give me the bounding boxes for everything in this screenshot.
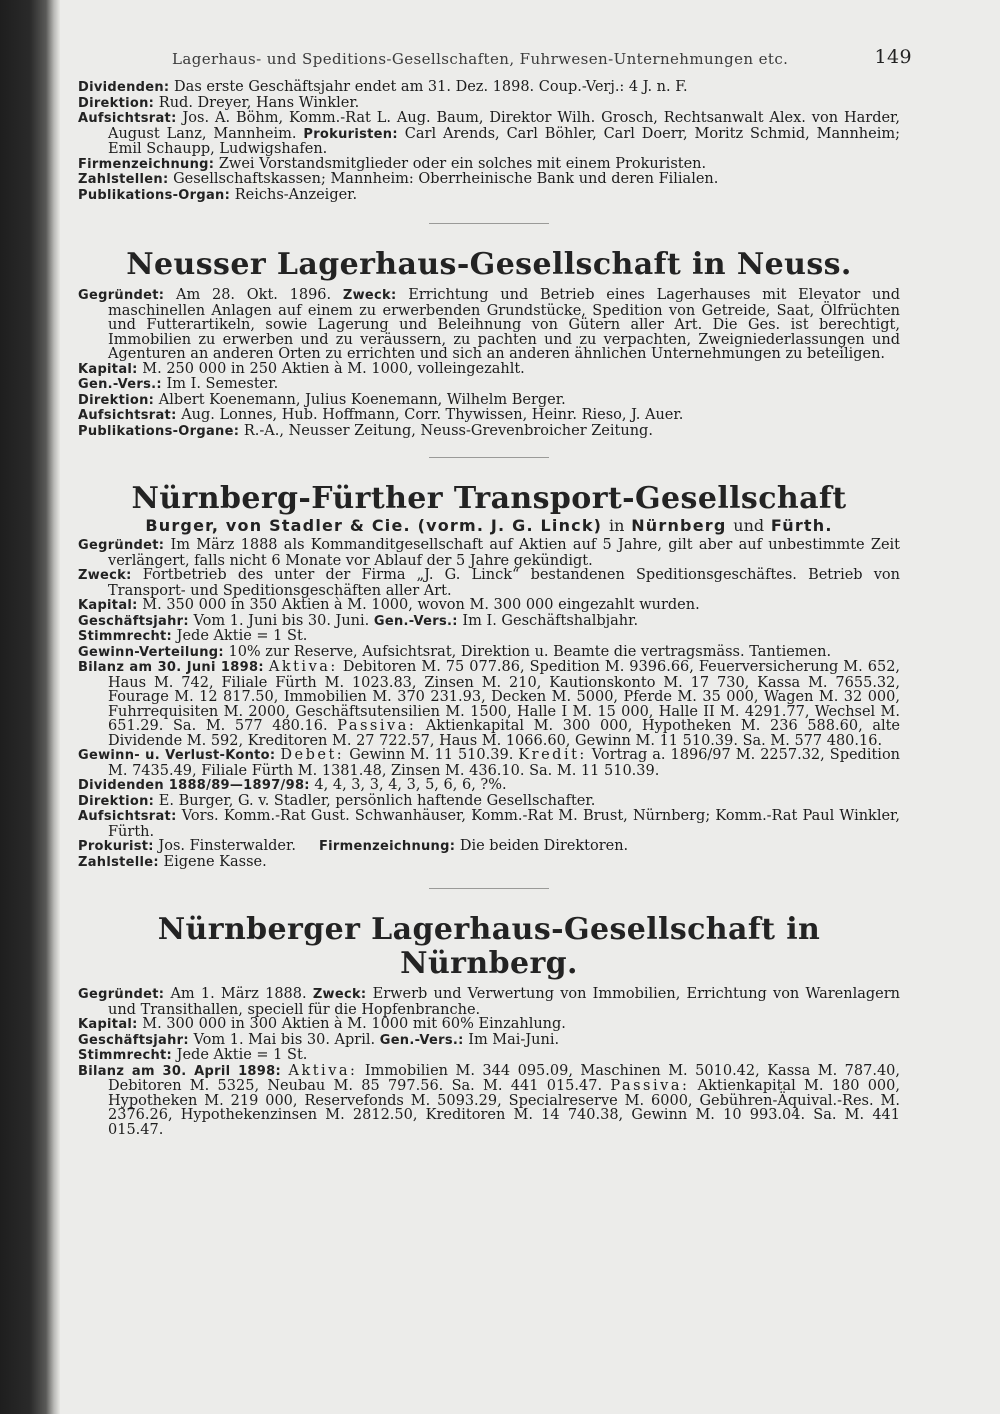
document-page xyxy=(78,46,912,1138)
section-divider xyxy=(429,223,549,224)
entry-zahlstelle: Zahlstelle: Eigene Kasse. xyxy=(78,853,267,870)
section-divider xyxy=(429,457,549,458)
entry-dividenden: Dividenden: Das erste Geschäftsjahr endet am 31. Dez. 1898. Coup.-Verj.: 4 J. n. F. xyxy=(78,79,688,95)
entry-firmenzeichnung: Firmenzeichnung: Zwei Vorstandsmitglieder oder ein solches mit einem Prokuristen. xyxy=(78,155,707,172)
entry-aufsichtsrat: Aufsichtsrat: Aug. Lonnes, Hub. Hoffmann, Corr. Thywissen, Heinr. Rieso, J. Auer. xyxy=(78,407,684,423)
section-subheading: Burger, von Stadler & Cie. (vorm. J. G. Linck) in Nürnberg und Fürth. xyxy=(145,516,833,535)
entry-dividenden: Dividenden 1888/89—1897/98: 4, 4, 3, 3, 4, 3, 5, 6, 6, ?%. xyxy=(78,777,507,793)
entry-stimmrecht: Stimmrecht: Jede Aktie = 1 St. xyxy=(78,628,308,644)
entry-kapital: Kapital: M. 350 000 in 350 Aktien à M. 1000, wovon M. 300 000 eingezahlt wurden. xyxy=(78,597,700,613)
entry-publikations-organe: Publikations-Organe: R.-A., Neusser Zeitung, Neuss-Grevenbroicher Zeitung. xyxy=(78,422,653,439)
entry-gen-vers: Gen.-Vers.: Im I. Semester. xyxy=(78,376,279,392)
entry-direktion: Direktion: Albert Koenemann, Julius Koenemann, Wilhelm Berger. xyxy=(78,391,566,408)
entry-zweck: Zweck: Fortbetrieb des unter der Firma „J. G. Linck“ bestandenen Speditionsgeschäftes. Betrieb von Transport- und Speditionsgeschäften aller Art. xyxy=(78,567,900,599)
entry-prokurist: Prokurist: Jos. Finsterwalder. Firmenzeichnung: Die beiden Direktoren. xyxy=(78,838,629,854)
entry-direktion: Direktion: Rud. Dreyer, Hans Winkler. xyxy=(78,94,360,111)
entry-zahlstellen: Zahlstellen: Gesellschaftskassen; Mannheim: Oberrheinische Bank und deren Filialen. xyxy=(78,171,719,187)
entry-gegruendet: Gegründet: Im März 1888 als Kommanditgesellschaft auf Aktien auf 5 Jahre, gilt aber auf unbestimmte Zeit verlängert, falls nicht 6 Monate vor Ablauf der 5 Jahre gekündigt. xyxy=(78,537,901,569)
section-neuss xyxy=(78,248,900,439)
entry-stimmrecht: Stimmrecht: Jede Aktie = 1 St. xyxy=(78,1047,308,1063)
section-heading-nuernberg-fuerther: Nürnberg-Fürther Transport-Gesellschaft xyxy=(131,481,847,516)
top-section xyxy=(78,80,900,203)
book-binding-shadow xyxy=(0,0,60,1414)
entry-publikations-organ: Publikations-Organ: Reichs-Anzeiger. xyxy=(78,186,358,203)
section-heading-nuernberger-lagerhaus: Nürnberger Lagerhaus-Gesellschaft in Nürnberg. xyxy=(157,912,821,981)
entry-kapital: Kapital: M. 250 000 in 250 Aktien à M. 1000, volleingezahlt. xyxy=(78,360,525,377)
running-head xyxy=(78,46,912,78)
entry-gewinn-verlust: Gewinn- u. Verlust-Konto: Debet: Gewinn M. 11 510.39. Kredit: Vortrag a. 1896/97 M. 2257.32, Spedition M. 7435.49, Filiale Fürth M. 1381.48, Zinsen M. 436.10. Sa. M. 11 510.39. xyxy=(78,747,901,779)
section-divider xyxy=(429,888,549,889)
entry-geschaeftsjahr: Geschäftsjahr: Vom 1. Juni bis 30. Juni. Gen.-Vers.: Im I. Geschäftshalbjahr. xyxy=(78,612,639,629)
entry-gegruendet: Gegründet: Am 1. März 1888. Zweck: Erwerb und Verwertung von Immobilien, Errichtung von Warenlagern und Transithallen, speciell für die Hopfenbranche. xyxy=(78,986,901,1018)
entry-bilanz: Bilanz am 30. April 1898: Aktiva: Immobilien M. 344 095.09, Maschinen M. 5010.42, Kassa M. 787.40, Debitoren M. 5325, Neubau M. 85 797.56. Sa. M. 441 015.47. Passiva: Aktienkapital M. 180 000, Hypotheken M. 219 000, Reservefonds M. 5093.29, Specialreserve M. 6000, Gebühren-Äquival.-Res. M. 2376.26, Hypothekenzinsen M. 2812.50, Kreditoren M. 14 740.38, Gewinn M. 10 993.04. Sa. M. 441 015.47. xyxy=(78,1062,901,1138)
entry-gegruendet: Gegründet: Am 28. Okt. 1896. Zweck: Errichtung und Betrieb eines Lagerhauses mit Elevator und maschinellen Anlagen auf einem zu erwerbenden Grundstücke, Spedition von Getreide, Saat, Ölfrüchten und Futterartikeln, sowie Lagerung und Beleihnung von Gütern aller Art. Die Ges. ist berechtigt, Immobilien zu erwerben und zu veräussern, zu pachten und zu verpachten, Zweigniederlassungen und Agenturen an anderen Orten zu errichten und sich an anderen ähnlichen Unternehmungen zu beteiligen. xyxy=(78,287,900,362)
entry-direktion: Direktion: E. Burger, G. v. Stadler, persönlich haftende Gesellschafter. xyxy=(78,792,596,809)
section-nuernberg-fuerther xyxy=(78,482,900,870)
section-heading-neuss: Neusser Lagerhaus-Gesellschaft in Neuss. xyxy=(126,247,852,282)
entry-bilanz: Bilanz am 30. Juni 1898: Aktiva: Debitoren M. 75 077.86, Spedition M. 9396.66, Feuerversicherung M. 652, Haus M. 742, Filiale Fürth M. 1023.83, Zinsen M. 210, Kautionskonto M. 17 730, Kassa M. 7655.32, Fourage M. 12 817.50, Immobilien M. 370 231.93, Decken M. 5000, Pferde M. 35 000, Wagen M. 32 000, Fuhrrequisiten M. 2000, Geschäftsutensilien M. 1500, Halle I M. 15 000, Halle II M. 4291.77, Wechsel M. 651.29. Sa. M. 577 480.16. Passiva: Aktienkapital M. 300 000, Hypotheken M. 236 588.60, alte Dividende M. 592, Kreditoren M. 27 722.57, Haus M. 1066.60, Gewinn M. 11 510.39. Sa. M. 577 480.16. xyxy=(78,659,901,749)
entry-geschaeftsjahr: Geschäftsjahr: Vom 1. Mai bis 30. April. Gen.-Vers.: Im Mai-Juni. xyxy=(78,1031,560,1048)
running-head-title: Lagerhaus- und Speditions-Gesellschaften, Fuhrwesen-Unternehmungen etc. xyxy=(172,50,789,68)
page-number: 149 xyxy=(874,46,912,68)
section-nuernberger-lagerhaus xyxy=(78,913,900,1137)
entry-aufsichtsrat: Aufsichtsrat: Jos. A. Böhm, Komm.-Rat L. Aug. Baum, Direktor Wilh. Grosch, Rechtsanwalt Alex. von Harder, August Lanz, Mannheim. Prokuristen: Carl Arends, Carl Böhler, Carl Doerr, Moritz Schmid, Mannheim; Emil Schaupp, Ludwigshafen. xyxy=(78,110,901,157)
entry-gewinn-verteilung: Gewinn-Verteilung: 10% zur Reserve, Aufsichtsrat, Direktion u. Beamte die vertragsmäss. Tantiemen. xyxy=(78,643,832,660)
entry-aufsichtsrat: Aufsichtsrat: Vors. Komm.-Rat Gust. Schwanhäuser, Komm.-Rat M. Brust, Nürnberg; Komm.-Rat Paul Winkler, Fürth. xyxy=(78,808,900,840)
entry-kapital: Kapital: M. 300 000 in 300 Aktien à M. 1000 mit 60% Einzahlung. xyxy=(78,1016,566,1032)
